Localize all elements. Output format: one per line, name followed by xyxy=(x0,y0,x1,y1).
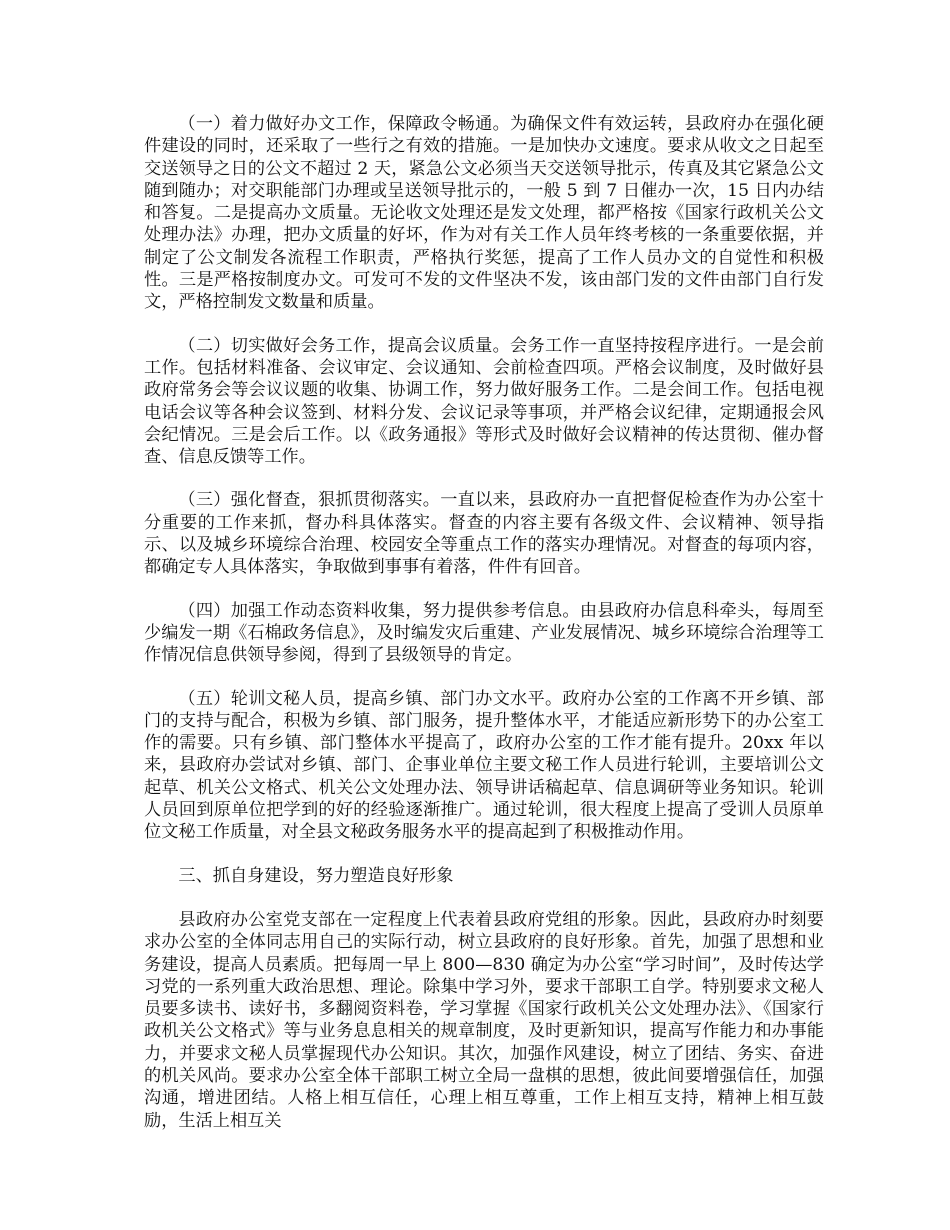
paragraph-meeting-affairs: （二）切实做好会务工作，提高会议质量。会务工作一直坚持按程序进行。一是会前工作。包括材料准备、会议审定、会议通知、会前检查四项。严格会议制度，及时做好县政府常务会等会议议题的收集、协调工作，努力做好服务工作。二是会间工作。包括电视电话会议等各种会议签到、材料分发、会议记录等事项，并严格会议纪律，定期通报会风会纪情况。三是会后工作。以《政务通报》等形式及时做好会议精神的传达贯彻、催办督查、信息反馈等工作。 xyxy=(144,335,824,468)
document-body xyxy=(144,113,824,1153)
paragraph-document-handling: （一）着力做好办文工作，保障政令畅通。为确保文件有效运转，县政府办在强化硬件建设的同时，还采取了一些行之有效的措施。一是加快办文速度。要求从收文之日起至交送领导之日的公文不超过 2 天，紧急公文必须当天交送领导批示，传真及其它紧急公文随到随办；对交职能部门办理或呈送领导批示的，一般 5 到 7 日催办一次，15 日内办结和答复。二是提高办文质量。无论收文处理还是发文处理，都严格按《国家行政机关公文处理办法》办理，把办文质量的好坏，作为对有关工作人员年终考核的一条重要依据，并制定了公文制发各流程工作职责，严格执行奖惩，提高了工作人员办文的自觉性和积极性。三是严格按制度办文。可发可不发的文件坚决不发，该由部门发的文件由部门自行发文，严格控制发文数量和质量。 xyxy=(144,114,824,313)
paragraph-information-collection: （四）加强工作动态资料收集，努力提供参考信息。由县政府办信息科牵头，每周至少编发一期《石棉政务信息》，及时编发灾后重建、产业发展情况、城乡环境综合治理等工作情况信息供领导参阅，得到了县级领导的肯定。 xyxy=(144,600,824,666)
section-heading-self-building: 三、抓自身建设，努力塑造良好形象 xyxy=(178,865,454,886)
paragraph-party-branch: 县政府办公室党支部在一定程度上代表着县政府党组的形象。因此，县政府办时刻要求办公室的全体同志用自己的实际行动，树立县政府的良好形象。首先，加强了思想和业务建设，提高人员素质。把每周一早上 800—830 确定为办公室“学习时间”，及时传达学习党的一系列重大政治思想、理论。除集中学习外，要求干部职工自学。特别要求文秘人员要多读书、读好书，多翻阅资料卷，学习掌握《国家行政机关公文处理办法》、《国家行政机关公文格式》等与业务息息相关的规章制度，及时更新知识，提高写作能力和办事能力，并要求文秘人员掌握现代办公知识。其次，加强作风建设，树立了团结、务实、奋进的机关风尚。要求办公室全体干部职工树立全局一盘棋的思想，彼此间要增强信任，加强沟通，增进团结。人格上相互信任，心理上相互尊重，工作上相互支持，精神上相互鼓励，生活上相互关 xyxy=(144,909,824,1131)
paragraph-supervision: （三）强化督查，狠抓贯彻落实。一直以来，县政府办一直把督促检查作为办公室十分重要的工作来抓，督办科具体落实。督查的内容主要有各级文件、会议精神、领导指示、以及城乡环境综合治理、校园安全等重点工作的落实办理情况。对督查的每项内容，都确定专人具体落实，争取做到事事有着落，件件有回音。 xyxy=(144,490,824,578)
paragraph-secretary-training: （五）轮训文秘人员，提高乡镇、部门办文水平。政府办公室的工作离不开乡镇、部门的支持与配合，积极为乡镇、部门服务，提升整体水平，才能适应新形势下的办公室工作的需要。只有乡镇、部门整体水平提高了，政府办公室的工作才能有提升。20xx 年以来，县政府办尝试对乡镇、部门、企事业单位主要文秘工作人员进行轮训，主要培训公文起草、机关公文格式、机关公文处理办法、领导讲话稿起草、信息调研等业务知识。轮训人员回到原单位把学到的好的经验逐渐推广。通过轮训，很大程度上提高了受训人员原单位文秘工作质量，对全县文秘政务服务水平的提高起到了积极推动作用。 xyxy=(144,688,824,843)
